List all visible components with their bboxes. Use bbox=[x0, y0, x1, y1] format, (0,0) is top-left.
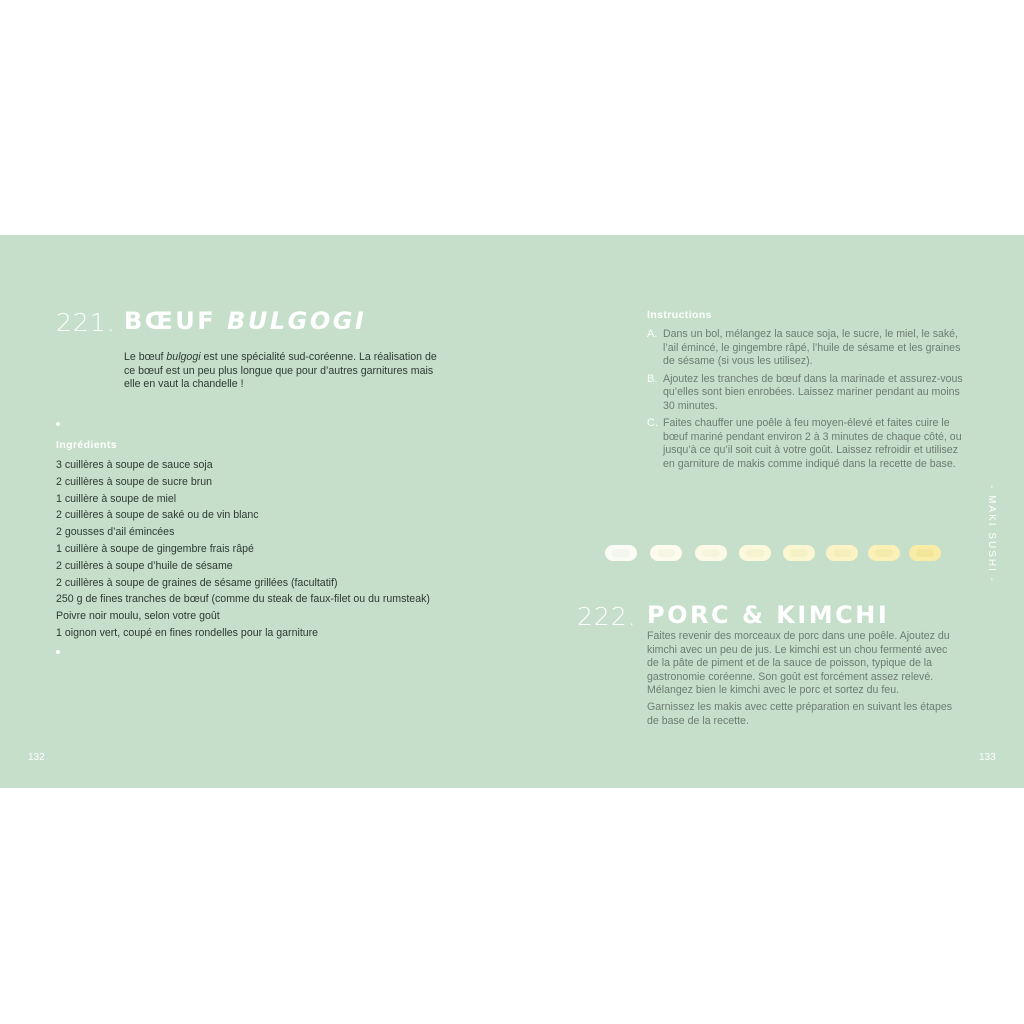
maki-center bbox=[875, 549, 893, 557]
maki-center bbox=[702, 549, 720, 557]
maki-icon bbox=[826, 545, 858, 561]
maki-center bbox=[833, 549, 851, 557]
recipe-intro bbox=[124, 351, 446, 392]
book-spread bbox=[0, 235, 1024, 788]
ingredient-item: 2 cuillères à soupe de graines de sésame grillées (facultatif) bbox=[56, 576, 338, 589]
ingredient-item: 2 cuillères à soupe d’huile de sésame bbox=[56, 559, 233, 572]
maki-center bbox=[746, 549, 764, 557]
instruction-step bbox=[647, 417, 969, 471]
bullet-dot-top bbox=[56, 422, 60, 426]
title-part-1: BŒUF bbox=[124, 307, 228, 335]
ingredient-item: 1 cuillère à soupe de miel bbox=[56, 492, 177, 505]
maki-icon bbox=[605, 545, 637, 561]
maki-center bbox=[657, 549, 675, 557]
instruction-step bbox=[647, 328, 969, 369]
maki-icon bbox=[909, 545, 941, 561]
ingredient-item: 250 g de fines tranches de bœuf (comme du steak de faux-filet ou du rumsteak) bbox=[56, 593, 430, 606]
ingredients-label: Ingrédients bbox=[56, 439, 117, 451]
ingredient-item: 2 cuillères à soupe de sucre brun bbox=[56, 475, 213, 488]
step-text: Faites chauffer une poêle à feu moyen-élevé et faites cuire le bœuf mariné pendant environ 2 à 3 minutes de chaque côté, ou jusqu’à ce qu’il soit cuit à votre goût. Laissez refroidir et utilisez en garniture de makis comme indiqué dans la recette de base. bbox=[663, 417, 962, 470]
ingredient-item: 1 cuillère à soupe de gingembre frais râpé bbox=[56, 542, 254, 555]
side-chapter-label: - MAKI SUSHI - bbox=[986, 485, 997, 584]
step-letter: C. bbox=[647, 417, 658, 429]
recipe-title-bulgogi bbox=[124, 307, 366, 335]
recipe-number-222: 222. bbox=[577, 602, 637, 631]
bullet-dot-bottom bbox=[56, 650, 60, 654]
step-text: Ajoutez les tranches de bœuf dans la marinade et assurez-vous qu’elles sont bien enrobées. Laissez mariner pendant au moins 30 minutes. bbox=[663, 372, 963, 412]
ingredient-item: 2 gousses d’ail émincées bbox=[56, 526, 175, 539]
recipe-paragraph-2: Garnissez les makis avec cette préparation en suivant les étapes de base de la recette. bbox=[647, 701, 953, 727]
maki-icon bbox=[739, 545, 771, 561]
page-number-left: 132 bbox=[28, 752, 45, 763]
ingredient-item: 1 oignon vert, coupé en fines rondelles pour la garniture bbox=[56, 626, 319, 639]
instructions-label: Instructions bbox=[647, 309, 712, 321]
recipe-number-221: 221. bbox=[56, 308, 116, 337]
maki-icon bbox=[695, 545, 727, 561]
intro-after: est une spécialité sud-coréenne. La réalisation de ce bœuf est un peu plus longue que pour d’autres garnitures mais elle en vaut la chandelle ! bbox=[124, 351, 437, 390]
step-letter: A. bbox=[647, 328, 658, 340]
step-text: Dans un bol, mélangez la sauce soja, le sucre, le miel, le saké, l’ail émincé, le gingembre râpé, l’huile de sésame et les graines de sésame (si vous les utilisez). bbox=[663, 328, 961, 367]
ingredient-item: Poivre noir moulu, selon votre goût bbox=[56, 610, 220, 623]
recipe-title-porc-kimchi: PORC & KIMCHI bbox=[647, 601, 890, 629]
ingredient-item: 2 cuillères à soupe de saké ou de vin blanc bbox=[56, 509, 259, 522]
maki-center bbox=[790, 549, 808, 557]
maki-icon bbox=[783, 545, 815, 561]
ingredients-list bbox=[56, 457, 456, 642]
step-letter: B. bbox=[647, 372, 658, 385]
intro-italic: bulgogi bbox=[166, 351, 201, 363]
maki-icon bbox=[650, 545, 682, 561]
title-part-2: BULGOGI bbox=[227, 307, 367, 335]
maki-center bbox=[612, 549, 630, 557]
ingredient-item: 3 cuillères à soupe de sauce soja bbox=[56, 459, 213, 471]
maki-center bbox=[916, 549, 934, 557]
intro-before: Le bœuf bbox=[124, 351, 167, 363]
maki-icon bbox=[868, 545, 900, 561]
instructions-list bbox=[647, 328, 969, 475]
page-number-right: 133 bbox=[979, 752, 996, 763]
recipe-paragraph-1: Faites revenir des morceaux de porc dans une poêle. Ajoutez du kimchi avec un peu de jus. Le kimchi est un chou fermenté avec de la pâte de piment et de la sauce de poisson, typique de la gastronomie coréenne. Son goût est forcément assez relevé. Mélangez bien le kimchi avec le porc et sortez du feu. bbox=[647, 630, 950, 696]
instruction-step bbox=[647, 373, 969, 414]
